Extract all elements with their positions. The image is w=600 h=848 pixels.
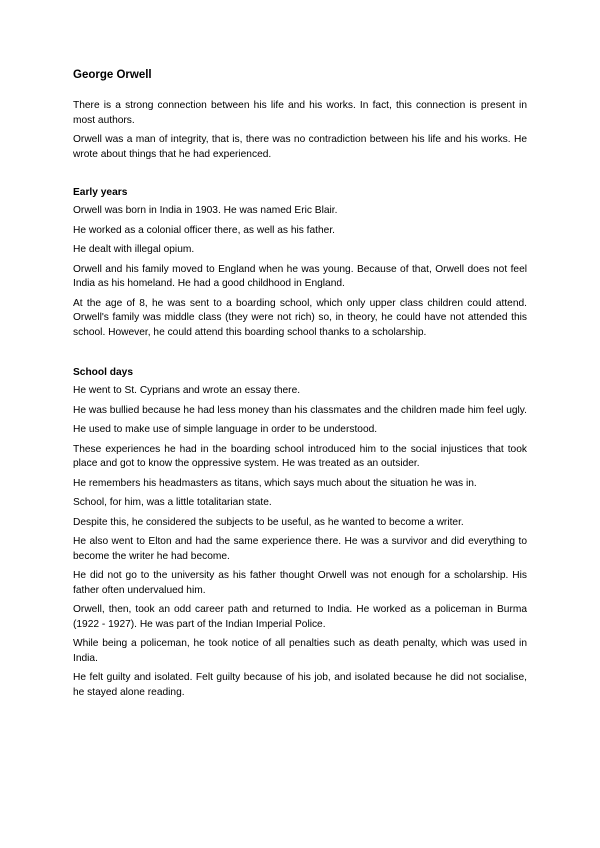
body-paragraph: At the age of 8, he was sent to a boarding school, which only upper class children could attend. Orwell's family was middle class (they were not rich) so, in theory, he could have not attended this school. However, he could attend this boarding school thanks to a scholarship. <box>73 297 527 338</box>
body-paragraph: While being a policeman, he took notice of all penalties such as death penalty, which was used in India. <box>73 638 527 664</box>
body-paragraph: Orwell, then, took an odd career path and returned to India. He worked as a policeman in Burma (1922 - 1927). He was part of the Indian Imperial Police. <box>73 604 527 630</box>
body-paragraph: He used to make use of simple language in order to be understood. <box>73 424 378 435</box>
body-paragraph: He was bullied because he had less money than his classmates and the children made him feel ugly. <box>73 404 527 416</box>
body-paragraph: Orwell and his family moved to England when he was young. Because of that, Orwell does not feel India as his homeland. He had a good childhood in England. <box>73 263 527 289</box>
body-paragraph: He remembers his headmasters as titans, which says much about the situation he was in. <box>73 477 477 489</box>
intro-paragraph: Orwell was a man of integrity, that is, there was no contradiction between his life and his works. He wrote about things that he had experienced. <box>73 134 527 160</box>
section-spacer <box>73 345 527 366</box>
body-paragraph: Despite this, he considered the subjects to be useful, as he wanted to become a writer. <box>73 516 464 528</box>
section-heading-school-days: School days <box>73 367 134 378</box>
section-spacer <box>73 167 527 186</box>
document-title: George Orwell <box>73 69 152 81</box>
body-paragraph: School, for him, was a little totalitarian state. <box>73 497 272 508</box>
body-paragraph: He felt guilty and isolated. Felt guilty because of his job, and isolated because he did not socialise, he stayed alone reading. <box>73 672 527 698</box>
section-heading-early-years: Early years <box>73 187 128 198</box>
body-paragraph: He went to St. Cyprians and wrote an essay there. <box>73 385 301 396</box>
body-paragraph: Orwell was born in India in 1903. He was named Eric Blair. <box>73 205 338 216</box>
body-paragraph: He also went to Elton and had the same experience there. He was a survivor and did everything to become the writer he had become. <box>73 536 527 562</box>
body-paragraph: These experiences he had in the boarding school introduced him to the social injustices that took place and got to know the oppressive system. He was treated as an outsider. <box>73 443 527 469</box>
body-paragraph: He did not go to the university as his father thought Orwell was not enough for a scholarship. His father often undervalued him. <box>73 570 527 596</box>
body-paragraph: He dealt with illegal opium. <box>73 244 195 255</box>
intro-paragraph: There is a strong connection between his life and his works. In fact, this connection is present in most authors. <box>73 100 527 126</box>
body-paragraph: He worked as a colonial officer there, as well as his father. <box>73 224 335 236</box>
